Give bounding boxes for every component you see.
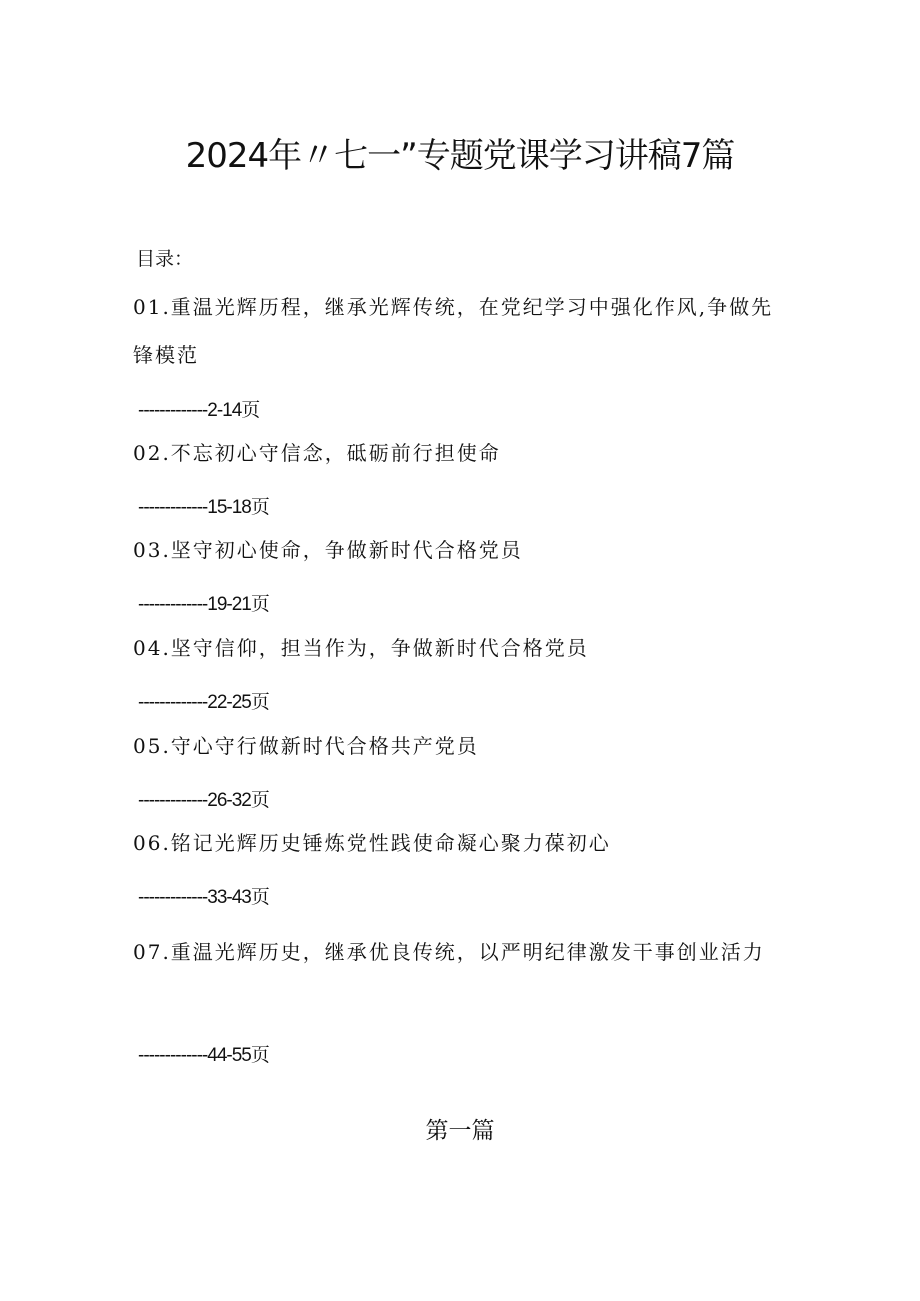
toc-item-pages: -------------44-55页 <box>138 1045 269 1066</box>
toc-item-title: 03.坚守初心使命，争做新时代合格党员 <box>133 538 523 562</box>
toc-item-title: 04.坚守信仰，担当作为，争做新时代合格党员 <box>133 636 589 660</box>
toc-item-title: 05.守心守行做新时代合格共产党员 <box>133 734 479 758</box>
toc-item-title: 06.铭记光辉历史锤炼党性践使命凝心聚力葆初心 <box>133 831 611 855</box>
toc-item-pages: -------------22-25页 <box>138 692 269 713</box>
toc-item-title: 07.重温光辉历史，继承优良传统，以严明纪律激发干事创业活力 <box>133 940 765 964</box>
toc-item-pages: -------------33-43页 <box>138 887 269 908</box>
toc-item-pages: -------------19-21页 <box>138 594 269 615</box>
toc-item-pages: -------------26-32页 <box>138 790 269 811</box>
toc-item-title: 01.重温光辉历程，继承光辉传统，在党纪学习中强化作风,争做先锋模范 <box>133 295 774 367</box>
toc-label: 目录： <box>136 248 194 270</box>
toc-item-title: 02.不忘初心守信念，砥砺前行担使命 <box>133 441 501 465</box>
section-heading: 第一篇 <box>425 1118 495 1144</box>
toc-item-pages: -------------15-18页 <box>138 497 269 518</box>
document-title: 2024年〃七一”专题党课学习讲稿7篇 <box>185 136 735 176</box>
toc-item-pages: -------------2-14页 <box>138 400 260 421</box>
